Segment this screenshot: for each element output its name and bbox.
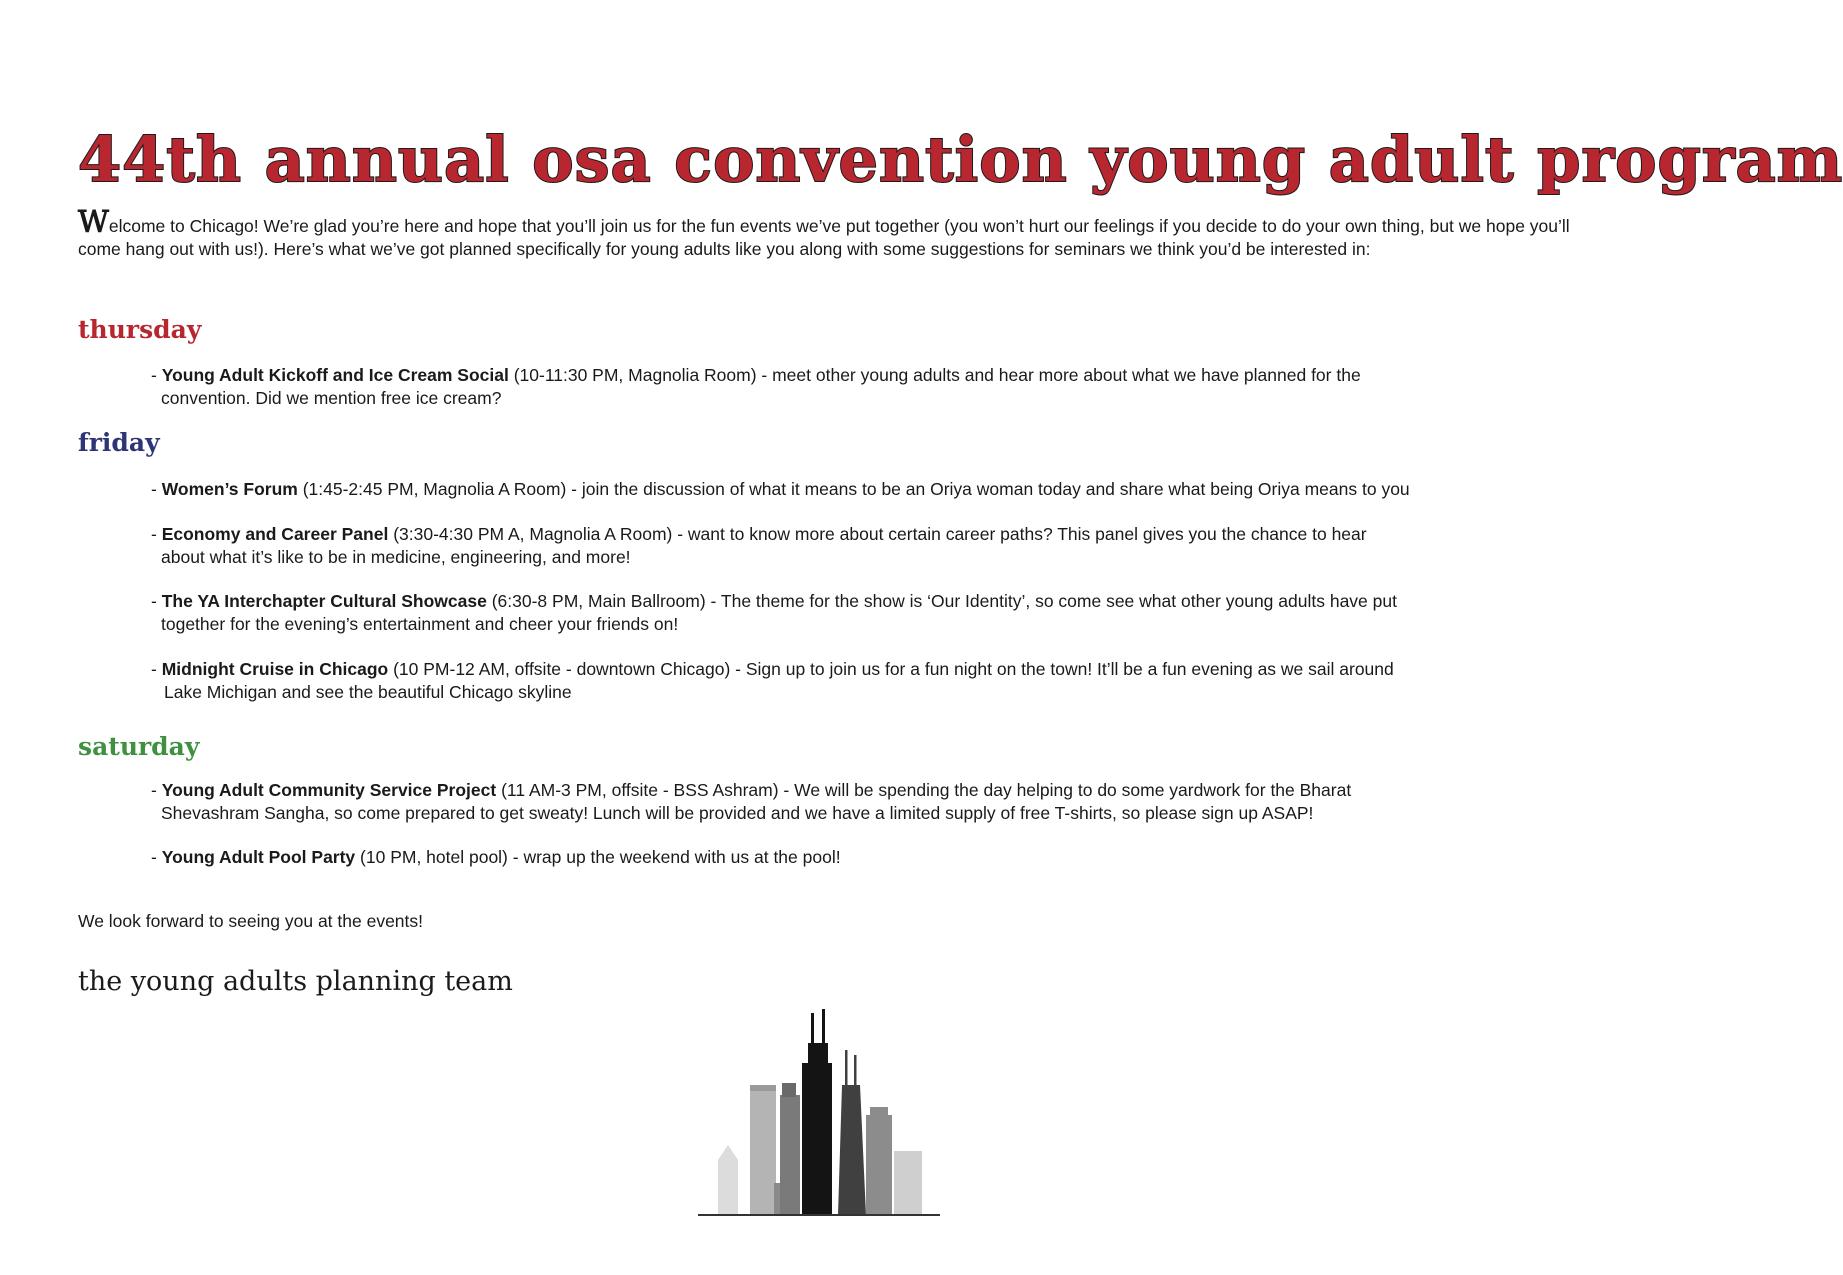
- signature: the young adults planning team: [78, 966, 513, 997]
- event-details-continued: about what it’s like to be in medicine, engineering, and more!: [161, 547, 631, 567]
- skyline-building: [750, 1085, 776, 1091]
- event-details: (6:30-8 PM, Main Ballroom) - The theme for the show is ‘Our Identity’, so come see what other young adults have put: [486, 591, 1397, 611]
- event-item: [151, 658, 1591, 704]
- event-dash: -: [151, 591, 162, 611]
- chicago-skyline-icon: [690, 1005, 960, 1235]
- event-details-continued: Shevashram Sangha, so come prepared to get sweaty! Lunch will be provided and we have a limited supply of free T-shirts, so please sign up ASAP!: [161, 803, 1314, 823]
- event-name: Young Adult Kickoff and Ice Cream Social: [161, 365, 509, 385]
- skyline-building: [782, 1083, 796, 1097]
- event-item: [151, 478, 1591, 501]
- event-item: [151, 846, 1591, 869]
- event-item: [151, 779, 1591, 825]
- page-title: 44th annual osa convention young adult program: [78, 122, 1843, 196]
- event-name: Young Adult Pool Party: [161, 847, 356, 867]
- event-item: [151, 523, 1591, 569]
- event-dash: -: [151, 659, 162, 679]
- skyline-building: [780, 1095, 800, 1215]
- event-dash: -: [151, 479, 162, 499]
- event-details-continued: Lake Michigan and see the beautiful Chicago skyline: [164, 682, 572, 702]
- event-item: [151, 590, 1591, 636]
- day-heading-friday: friday: [78, 428, 160, 457]
- event-item: [151, 364, 1591, 410]
- event-dash: -: [151, 524, 162, 544]
- skyline-building: [894, 1151, 922, 1215]
- event-dash: -: [151, 365, 162, 385]
- skyline-building: [811, 1013, 814, 1045]
- skyline-building: [866, 1115, 892, 1215]
- skyline-building: [750, 1090, 776, 1215]
- event-name: Economy and Career Panel: [161, 524, 389, 544]
- event-name: Young Adult Community Service Project: [161, 780, 497, 800]
- event-details: (10 PM-12 AM, offsite - downtown Chicago) - Sign up to join us for a fun night on the town! It’ll be a fun evening as we sail around: [388, 659, 1394, 679]
- event-dash: -: [151, 847, 162, 867]
- intro-paragraph: [78, 205, 1578, 261]
- closing-line: We look forward to seeing you at the events!: [78, 911, 424, 931]
- skyline-building: [845, 1050, 848, 1086]
- skyline-building: [808, 1043, 828, 1065]
- event-details: (3:30-4:30 PM A, Magnolia A Room) - want to know more about certain career paths? This panel gives you the chance to hear: [388, 524, 1367, 544]
- skyline-building: [870, 1107, 888, 1116]
- intro-drop-letter: W: [78, 205, 109, 240]
- event-name: The YA Interchapter Cultural Showcase: [161, 591, 487, 611]
- event-details: (10-11:30 PM, Magnolia Room) - meet other young adults and hear more about what we have planned for the: [508, 365, 1361, 385]
- event-dash: -: [151, 780, 162, 800]
- event-name: Midnight Cruise in Chicago: [161, 659, 389, 679]
- skyline-ground-line: [698, 1214, 940, 1216]
- event-details-continued: together for the evening’s entertainment and cheer your friends on!: [161, 614, 679, 634]
- skyline-building: [854, 1055, 857, 1086]
- event-details: (11 AM-3 PM, offsite - BSS Ashram) - We will be spending the day helping to do some yardwork for the Bharat: [496, 780, 1352, 800]
- intro-text: elcome to Chicago! We’re glad you’re here and hope that you’ll join us for the fun events we’ve put together (you won’t hurt our feelings if you decide to do your own thing, but we hope you’ll come hang out with us!). Here’s what we’ve got planned specifically for young adults like you along with some suggestions for seminars we think you’d be interested in:: [78, 216, 1570, 259]
- skyline-building: [822, 1009, 825, 1045]
- skyline-building: [718, 1145, 738, 1215]
- event-details-continued: convention. Did we mention free ice cream?: [161, 388, 502, 408]
- event-name: Women’s Forum: [161, 479, 298, 499]
- skyline-building: [802, 1063, 832, 1215]
- day-heading-saturday: saturday: [78, 732, 200, 761]
- event-details: (10 PM, hotel pool) - wrap up the weekend with us at the pool!: [355, 847, 841, 867]
- day-heading-thursday: thursday: [78, 315, 202, 344]
- skyline-building: [838, 1085, 866, 1215]
- event-details: (1:45-2:45 PM, Magnolia A Room) - join the discussion of what it means to be an Oriya woman today and share what being Oriya means to you: [297, 479, 1410, 499]
